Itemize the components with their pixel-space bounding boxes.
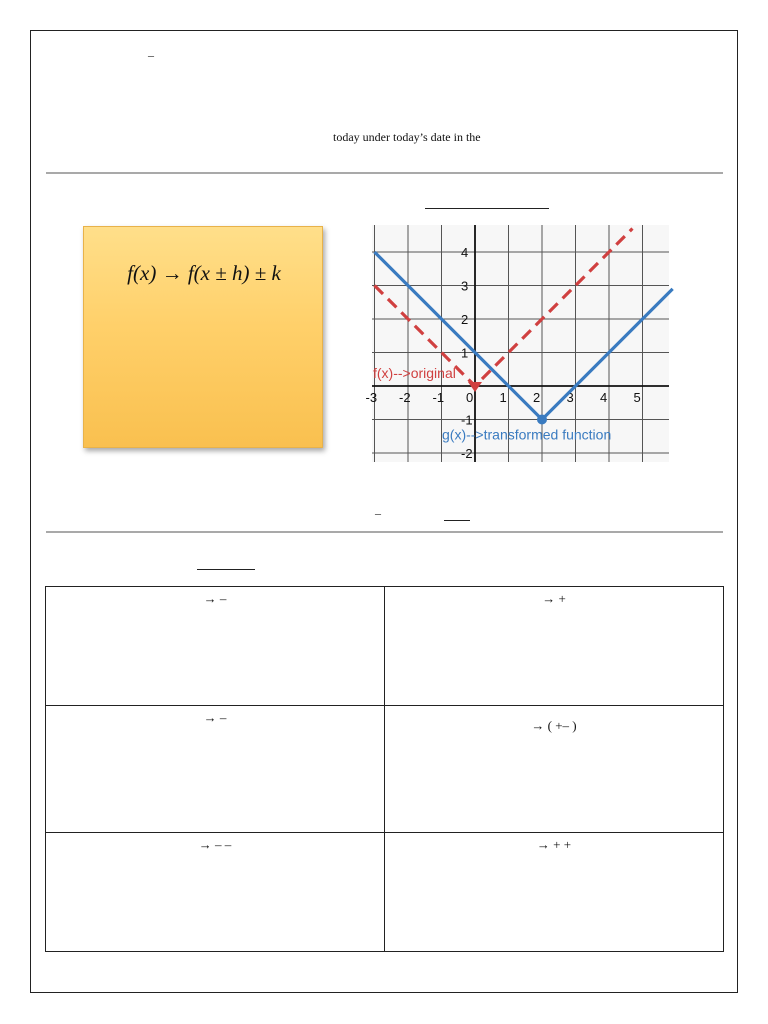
graph-caption-minus: –	[375, 506, 381, 520]
graph-caption-blank	[444, 520, 470, 521]
x-tick-label: 1	[499, 390, 507, 405]
formula-card	[83, 226, 323, 448]
y-tick-label: -2	[461, 446, 473, 461]
cell-notation: → –	[203, 591, 227, 606]
transformation-table	[45, 586, 724, 952]
y-tick-label: 3	[461, 278, 469, 294]
x-tick-label: -3	[365, 390, 378, 405]
table-cell	[46, 587, 385, 706]
table-cell	[46, 833, 385, 952]
table-cell	[385, 833, 724, 952]
x-tick-label: 5	[633, 390, 641, 405]
y-tick-label: -1	[461, 412, 473, 428]
table-cell	[46, 706, 385, 833]
table-title-blank	[197, 569, 255, 570]
table-row	[46, 587, 724, 706]
y-tick-label: 2	[461, 312, 469, 327]
table-cell	[385, 706, 724, 833]
x-tick-label: 4	[600, 390, 608, 405]
x-tick-label: 2	[533, 390, 541, 405]
label-transformed: g(x)-->transformed function	[442, 426, 612, 443]
header-minus-mark: –	[148, 48, 154, 62]
transformation-formula: f(x) → f(x ± h) ± k	[127, 261, 281, 285]
section-divider-top	[46, 172, 723, 174]
cell-notation: → – –	[198, 837, 232, 852]
cell-notation: → ( +– )	[531, 718, 577, 733]
instruction-text: today under today’s date in the	[333, 130, 481, 144]
x-tick-label: 0	[466, 390, 474, 405]
cell-notation: → + +	[536, 837, 572, 852]
label-original: f(x)-->original	[373, 365, 456, 381]
y-tick-label: 1	[461, 345, 469, 361]
cell-notation: → +	[542, 591, 566, 606]
x-tick-label: -1	[432, 390, 445, 405]
section-divider-bottom	[46, 531, 723, 533]
transformation-graph	[365, 225, 669, 462]
x-tick-label: 3	[566, 390, 574, 405]
graph-title-blank	[425, 208, 549, 209]
table-cell	[385, 587, 724, 706]
table-row	[46, 833, 724, 952]
x-tick-label: -2	[399, 390, 411, 405]
table-row	[46, 706, 724, 833]
cell-notation: → –	[203, 710, 227, 725]
vertex-transformed-marker	[537, 415, 547, 425]
y-tick-label: 4	[461, 245, 469, 260]
